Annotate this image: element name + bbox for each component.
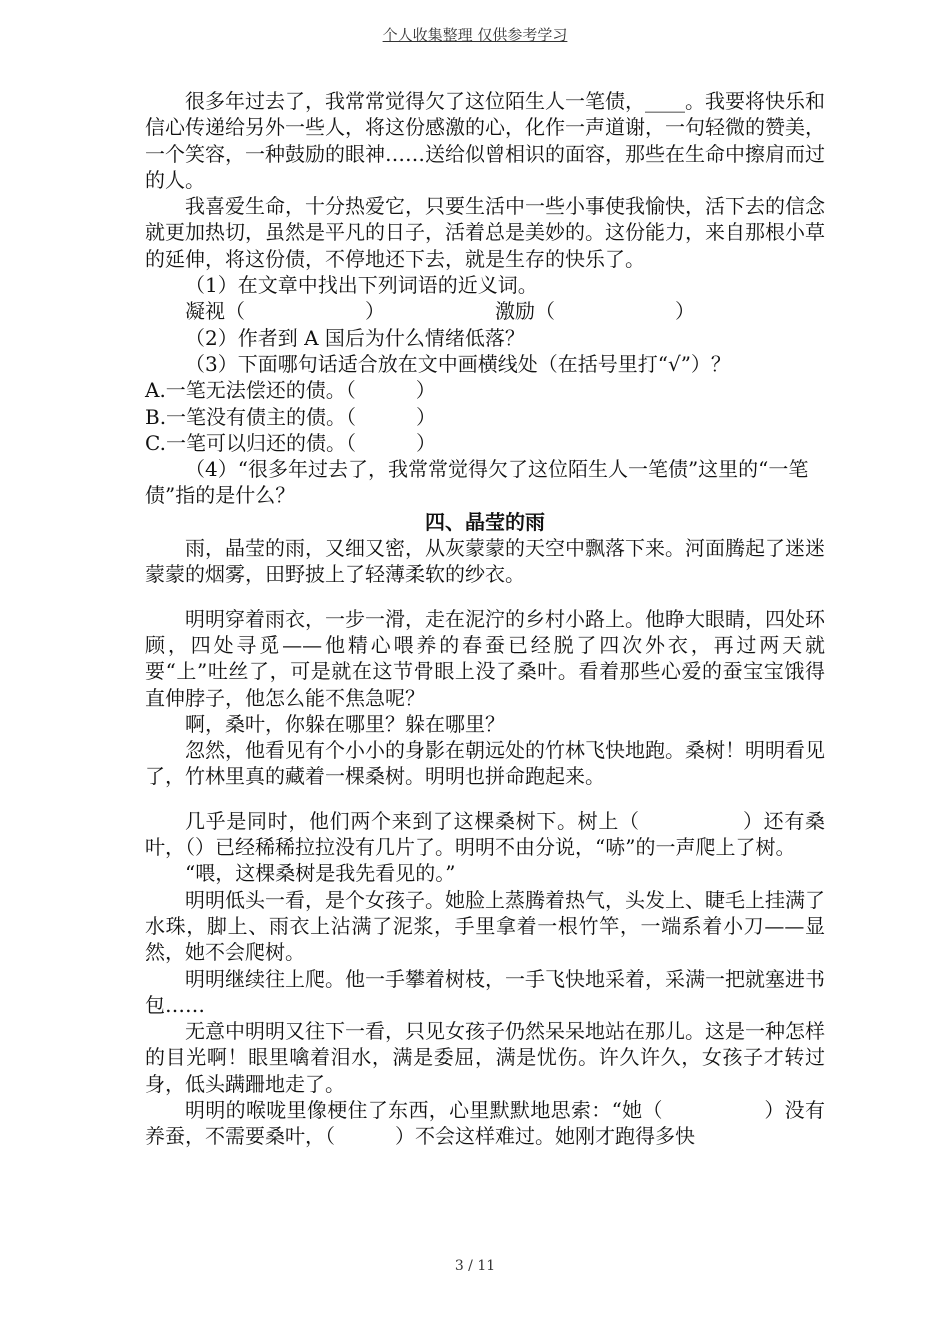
question-1-word-1: 凝视（ ） — [185, 299, 385, 324]
section-title: 四、晶莹的雨 — [425, 509, 545, 534]
question-2: （2）作者到 A 国后为什么情绪低落？ — [185, 325, 525, 350]
passage2-paragraph-8: 明明继续往上爬。他一手攀着树枝，一手飞快地采着，采满一把就塞进书包…… — [145, 966, 825, 1017]
question-1-word-2: 激励（ ） — [495, 299, 695, 324]
question-3-option-c: C.一笔可以归还的债。（ ） — [145, 430, 436, 455]
page-number: 3 / 11 — [454, 1258, 496, 1274]
question-1: （1）在文章中找出下列词语的近义词。 — [185, 273, 538, 298]
page-header — [0, 24, 950, 45]
passage2-paragraph-9: 无意中明明又往下一看，只见女孩子仍然呆呆地站在那儿。这是一种怎样的目光啊！眼里噙着泪水，满是委屈，满是忧伤。许久许久，女孩子才转过身，低头蹒跚地走了。 — [145, 1019, 825, 1096]
passage2-paragraph-4: 忽然，他看见有个小小的身影在朝远处的竹林飞快地跑。桑树！明明看见了，竹林里真的藏着一棵桑树。明明也拼命跑起来。 — [145, 738, 825, 789]
document-body — [145, 88, 825, 1150]
question-4: （4）“很多年过去了，我常常觉得欠了这位陌生人一笔债”这里的“一笔债”指的是什么？ — [145, 457, 809, 508]
question-3-option-b: B.一笔没有债主的债。（ ） — [145, 404, 437, 429]
passage2-paragraph-6: “喂，这棵桑树是我先看见的。” — [185, 861, 456, 886]
passage2-paragraph-5: 几乎是同时，他们两个来到了这棵桑树下。树上（ ）还有桑叶，（）已经稀稀拉拉没有几片了。明明不由分说，“哧”的一声爬上了树。 — [145, 808, 825, 860]
passage2-paragraph-1: 雨，晶莹的雨，又细又密，从灰蒙蒙的天空中飘落下来。河面腾起了迷迷蒙蒙的烟雾，田野披上了轻薄柔软的纱衣。 — [145, 536, 825, 587]
passage1-paragraph-2: 我喜爱生命，十分热爱它，只要生活中一些小事使我愉快，活下去的信念就更加热切，虽然是平凡的日子，活着总是美妙的。这份能力，来自那根小草的延伸，将这份债，不停地还下去，就是生存的快乐了。 — [145, 194, 825, 271]
passage2-paragraph-7: 明明低头一看，是个女孩子。她脸上蒸腾着热气，头发上、睫毛上挂满了水珠，脚上、雨衣上沾满了泥浆，手里拿着一根竹竿，一端系着小刀——显然，她不会爬树。 — [145, 887, 825, 965]
question-1-words — [145, 298, 825, 324]
passage1-paragraph-1: 很多年过去了，我常常觉得欠了这位陌生人一笔债，____。我要将快乐和信心传递给另外一些人，将这份感激的心，化作一声道谢，一句轻微的赞美，一个笑容，一种鼓励的眼神……送给似曾相识的面容，那些在生命中擦肩而过的人。 — [145, 89, 825, 192]
passage2-paragraph-3: 啊，桑叶，你躲在哪里？躲在哪里？ — [185, 711, 505, 736]
passage2-paragraph-2: 明明穿着雨衣，一步一滑，走在泥泞的乡村小路上。他睁大眼睛，四处环顾，四处寻觅——他精心喂养的春蚕已经脱了四次外衣，再过两天就要“上”吐丝了，可是就在这节骨眼上没了桑叶。看着那些心爱的蚕宝宝饿得直伸脖子，他怎么能不焦急呢？ — [145, 606, 825, 710]
question-3: （3）下面哪句话适合放在文中画横线处（在括号里打“√”）？ — [185, 351, 731, 376]
passage2-paragraph-10: 明明的喉咙里像梗住了东西，心里默默地思索：“她（ ）没有养蚕，不需要桑叶，（ ）不会这样难过。她刚才跑得多快 — [145, 1097, 825, 1149]
header-text: 个人收集整理 仅供参考学习 — [382, 26, 568, 44]
question-3-option-a: A.一笔无法偿还的债。（ ） — [145, 378, 436, 403]
